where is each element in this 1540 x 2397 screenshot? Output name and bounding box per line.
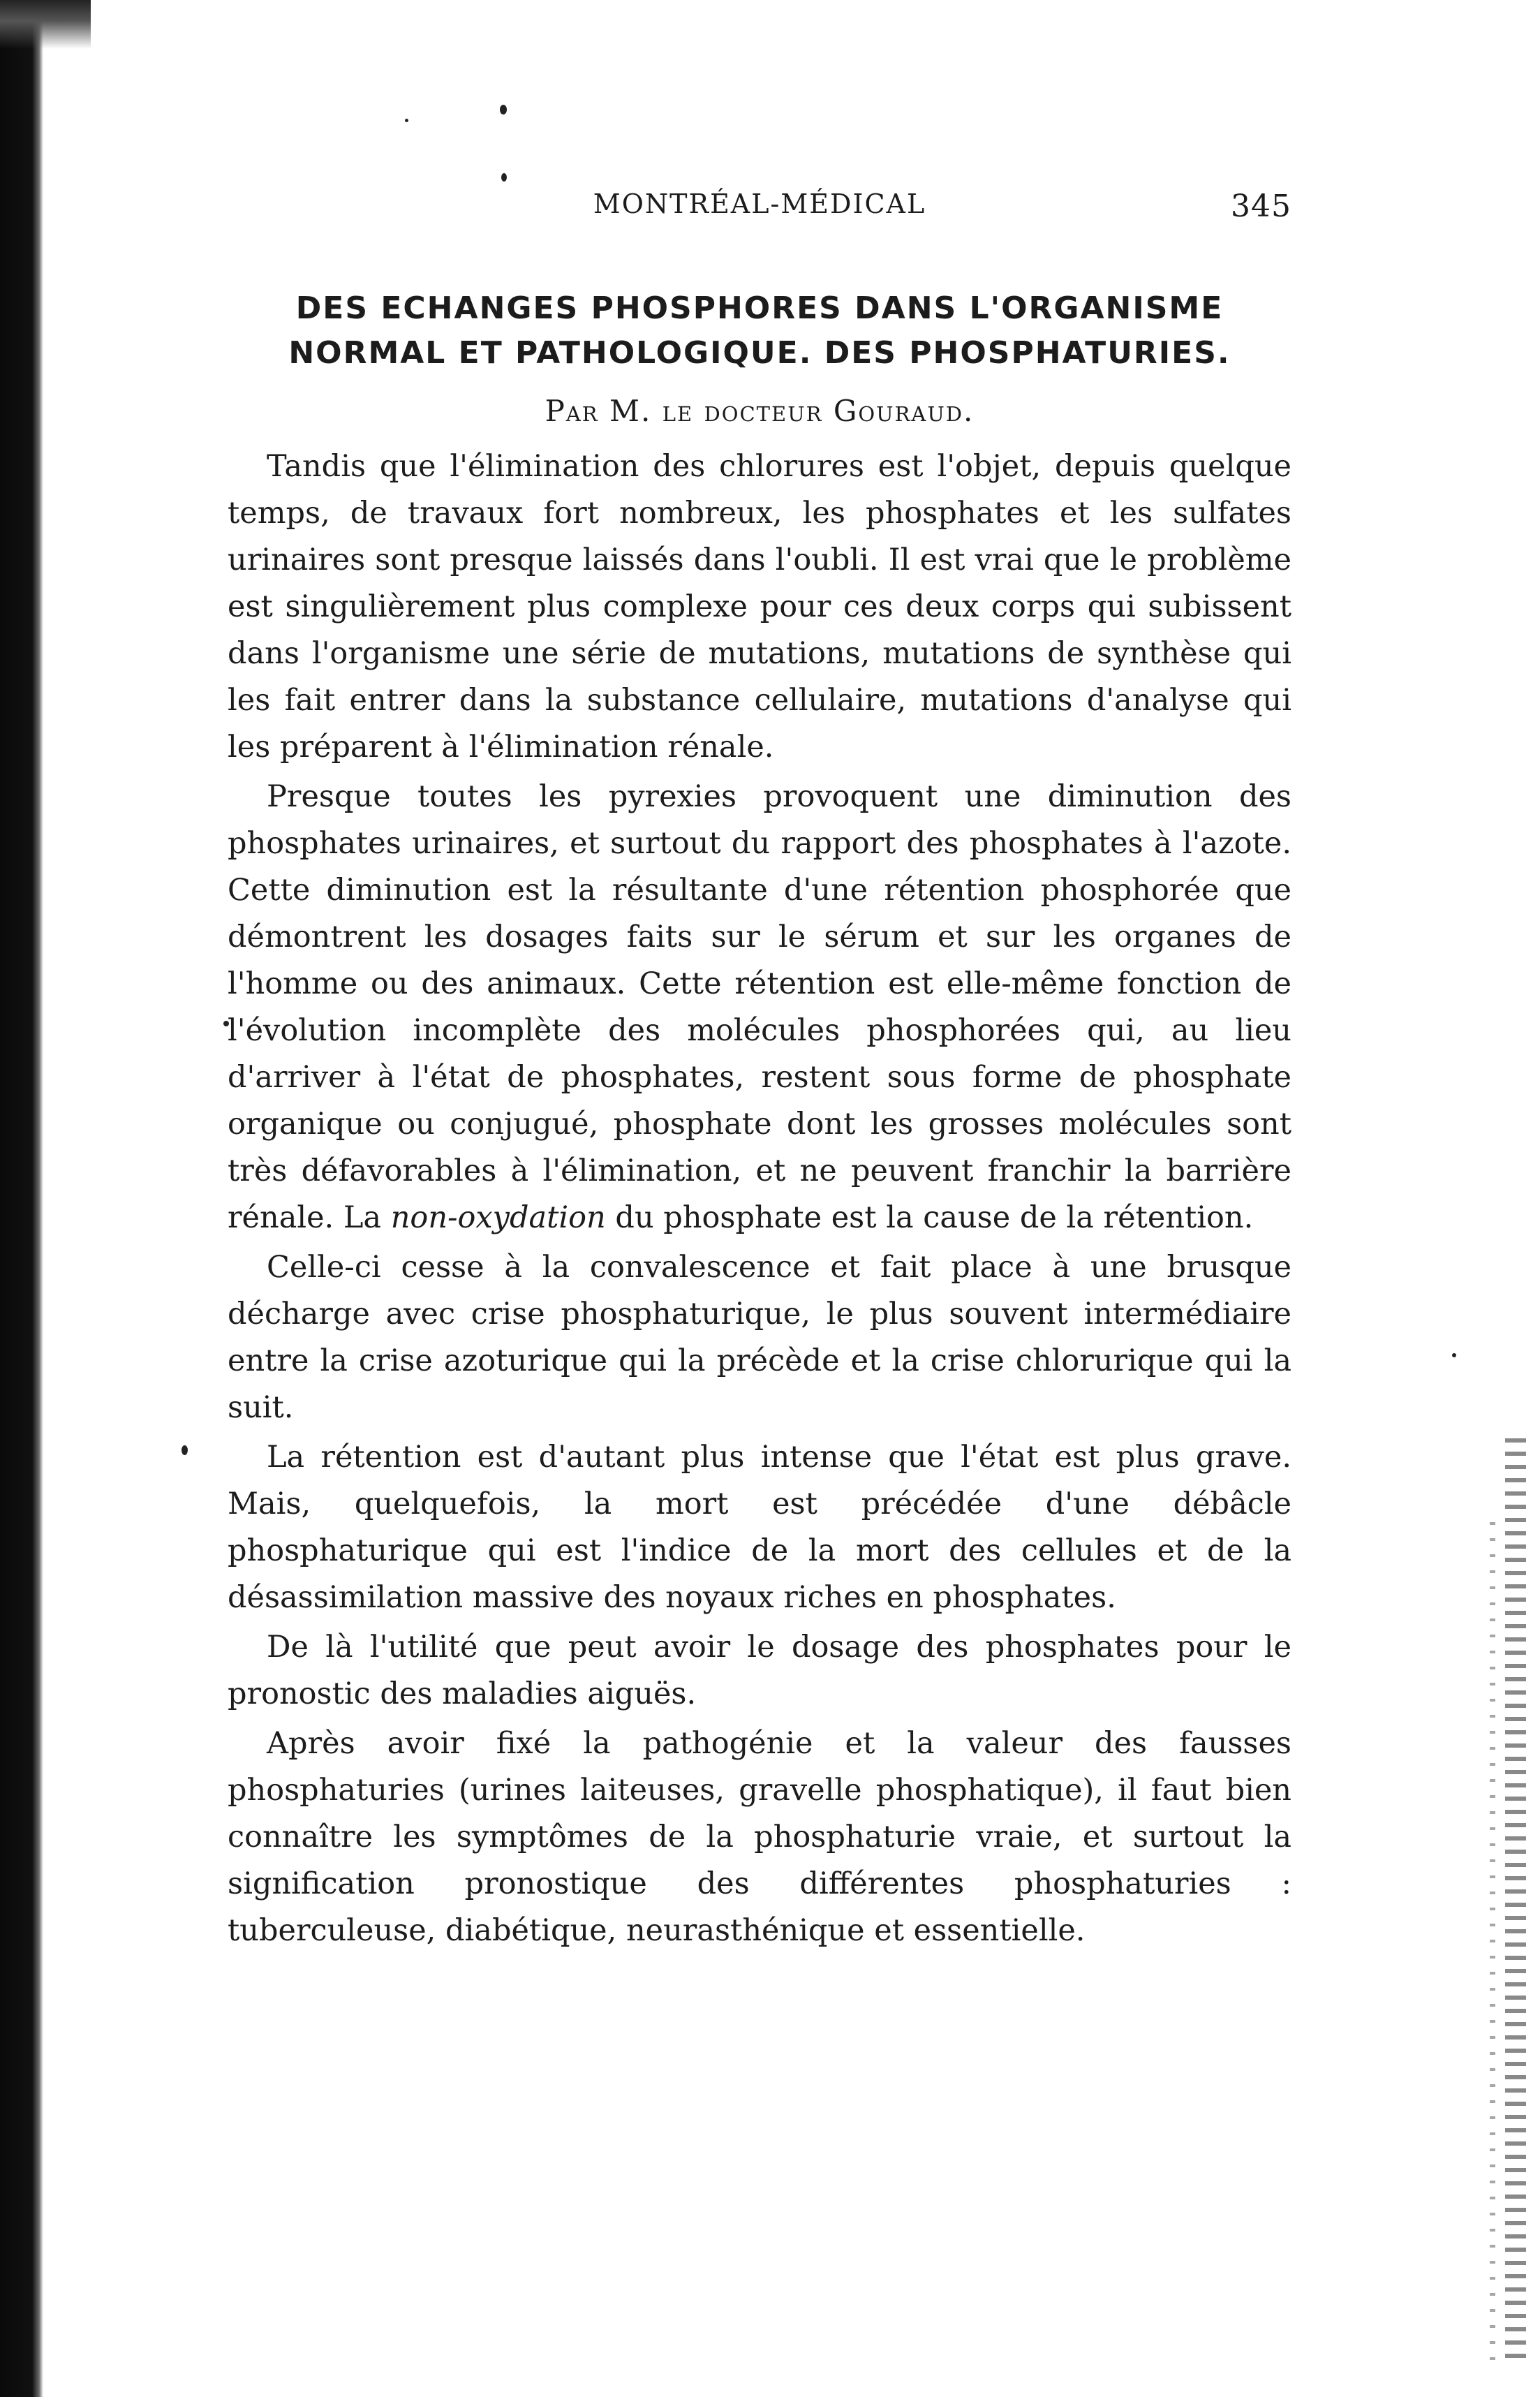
scan-speck — [501, 173, 507, 182]
scan-bleed-through — [1505, 1438, 1526, 2367]
paragraph — [228, 774, 1291, 1241]
paragraph: De là l'utilité que peut avoir le dosage des phosphates pour le pronostic des maladies aiguës. — [228, 1630, 1291, 1711]
paragraph-text: Presque toutes les pyrexies provoquent une diminution des phosphates urinaires, et surtout du rapport des phosphates à l'azote. Cette diminution est la résultante d'une rétention phosphorée que démontrent les dosages faits sur le sérum et sur les organes de l'homme ou des animaux. Cette rétention est elle-même fonction de l'évolution incomplète des molécules phosphorées qui, au lieu d'arriver à l'état de phosphates, restent sous forme de phosphate organique ou conjugué, phosphate dont les grosses molécules sont très défavorables à l'élimination, et ne peuvent franchir la barrière rénale. La — [228, 779, 1291, 1235]
paragraph: Après avoir fixé la pathogénie et la valeur des fausses phosphaturies (urines laiteuses, gravelle phosphatique), il faut bien connaître les symptômes de la phosphaturie vraie, et surtout la signification pronostique des différentes phosphaturies : tuberculeuse, diabétique, neurasthénique et essentielle. — [228, 1726, 1291, 1948]
scan-speck — [182, 1445, 188, 1455]
article-title-line: DES ECHANGES PHOSPHORES DANS L'ORGANISME — [295, 290, 1224, 326]
article-title-line: NORMAL ET PATHOLOGIQUE. DES PHOSPHATURIES. — [288, 335, 1231, 371]
paragraph: La rétention est d'autant plus intense que l'état est plus grave. Mais, quelquefois, la mort est précédée d'une débâcle phosphaturique qui est l'indice de la mort des cellules et de la désassimilation massive des noyaux riches en phosphates. — [228, 1440, 1291, 1615]
paragraph: Tandis que l'élimination des chlorures est l'objet, depuis quelque temps, de travaux fort nombreux, les phosphates et les sulfates urinaires sont presque laissés dans l'oubli. Il est vrai que le problème est singulièrement plus complexe pour ces deux corps qui subissent dans l'organisme une série de mutations, mutations de synthèse qui les fait entrer dans la substance cellulaire, mutations d'analyse qui les préparent à l'élimination rénale. — [228, 449, 1291, 765]
italic-term: non-oxydation — [390, 1200, 606, 1235]
journal-title: MONTRÉAL-MÉDICAL — [593, 189, 926, 219]
running-head — [228, 189, 1291, 237]
author-byline: Par M. le docteur Gouraud. — [545, 394, 975, 428]
scan-corner-shadow — [0, 0, 91, 49]
scan-binding-edge — [0, 0, 43, 2397]
scan-speck — [405, 119, 408, 122]
scan-bleed-through — [1490, 1522, 1495, 2367]
scan-speck — [1452, 1353, 1456, 1357]
article-title — [228, 286, 1291, 376]
page-number: 345 — [1231, 189, 1291, 224]
paragraph: Celle-ci cesse à la convalescence et fait place à une brusque décharge avec crise phosphaturique, le plus souvent intermédiaire entre la crise azoturique qui la précède et la crise chlorurique qui la suit. — [228, 1250, 1291, 1425]
scan-speck — [500, 105, 507, 115]
paragraph-text: du phosphate est la cause de la rétention. — [615, 1200, 1254, 1235]
article-body — [228, 443, 1291, 1954]
page — [228, 189, 1291, 1957]
